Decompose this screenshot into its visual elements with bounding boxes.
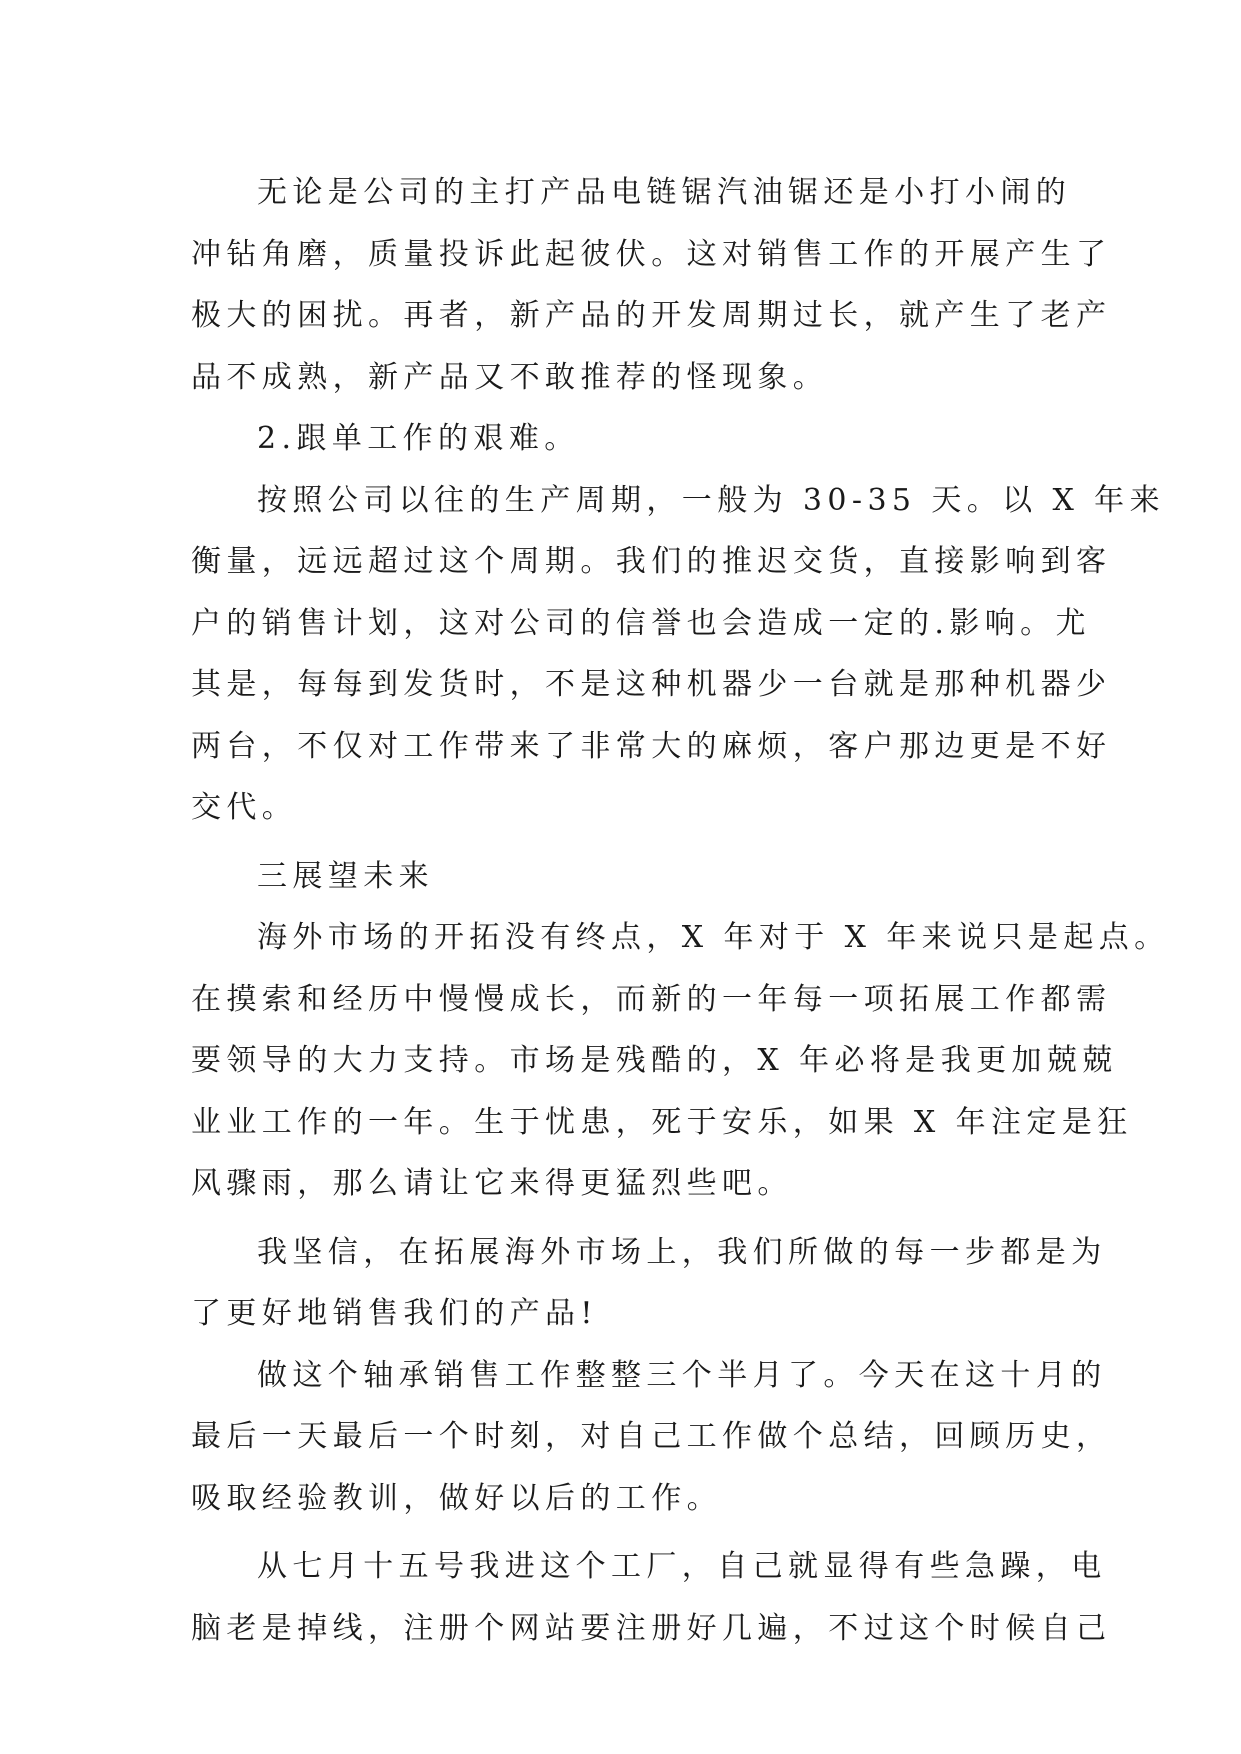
text-line: 了更好地销售我们的产品! (191, 1296, 598, 1331)
paragraph (191, 1536, 1112, 1659)
paragraph-gap (191, 1529, 1061, 1536)
paragraph-gap (191, 839, 1061, 846)
paragraph (191, 408, 1061, 470)
text-line: 脑老是掉线，注册个网站要注册好几遍，不过这个时候自己 (191, 1610, 1112, 1646)
text-line: 风骤雨，那么请让它来得更猛烈些吧。 (191, 1166, 793, 1201)
text-line: 从七月十五号我进这个工厂，自己就显得有些急躁，电 (257, 1549, 1107, 1584)
text-line: 衡量，远远超过这个周期。我们的推迟交货，直接影响到客 (191, 544, 1112, 579)
text-line: 品不成熟，新产品又不敢推荐的怪现象。 (191, 359, 829, 395)
text-line: 无论是公司的主打产品电链锯汽油锯还是小打小闹的 (257, 175, 1072, 210)
text-line: 其是，每每到发货时，不是这种机器少一台就是那种机器少 (191, 667, 1112, 702)
text-line: 极大的困扰。再者，新产品的开发周期过长，就产生了老产 (191, 298, 1112, 333)
section-heading: 2.跟单工作的艰难。 (257, 421, 580, 456)
paragraph (191, 1345, 1112, 1530)
text-line: 做这个轴承销售工作整整三个半月了。今天在这十月的 (257, 1357, 1107, 1393)
paragraph (191, 1222, 1107, 1345)
text-line: 交代。 (191, 790, 298, 825)
document-body (191, 162, 1170, 1659)
text-line: 我坚信，在拓展海外市场上，我们所做的每一步都是为 (257, 1234, 1107, 1270)
text-line: 最后一天最后一个时刻，对自己工作做个总结，回顾历史， (191, 1419, 1112, 1454)
paragraph (191, 470, 1165, 839)
text-line: 按照公司以往的生产周期，一般为 30-35 天。以 X 年来 (257, 482, 1165, 518)
paragraph-gap (191, 1215, 1061, 1222)
text-line: 在摸索和经历中慢慢成长，而新的一年每一项拓展工作都需 (191, 981, 1112, 1017)
text-line: 吸取经验教训，做好以后的工作。 (191, 1480, 722, 1516)
text-line: 冲钻角磨，质量投诉此起彼伏。这对销售工作的开展产生了 (191, 236, 1112, 272)
text-line: 户的销售计划，这对公司的信誉也会造成一定的.影响。尤 (191, 605, 1091, 641)
text-line: 两台，不仅对工作带来了非常大的麻烦，客户那边更是不好 (191, 728, 1112, 764)
section-heading: 三展望未来 (257, 858, 434, 894)
paragraph (191, 907, 1170, 1215)
text-line: 业业工作的一年。生于忧患，死于安乐，如果 X 年注定是狂 (191, 1104, 1133, 1140)
text-line: 海外市场的开拓没有终点，X 年对于 X 年来说只是起点。 (257, 920, 1170, 955)
paragraph (191, 846, 1061, 908)
text-line: 要领导的大力支持。市场是残酷的，X 年必将是我更加兢兢 (191, 1043, 1118, 1078)
paragraph (191, 162, 1112, 408)
